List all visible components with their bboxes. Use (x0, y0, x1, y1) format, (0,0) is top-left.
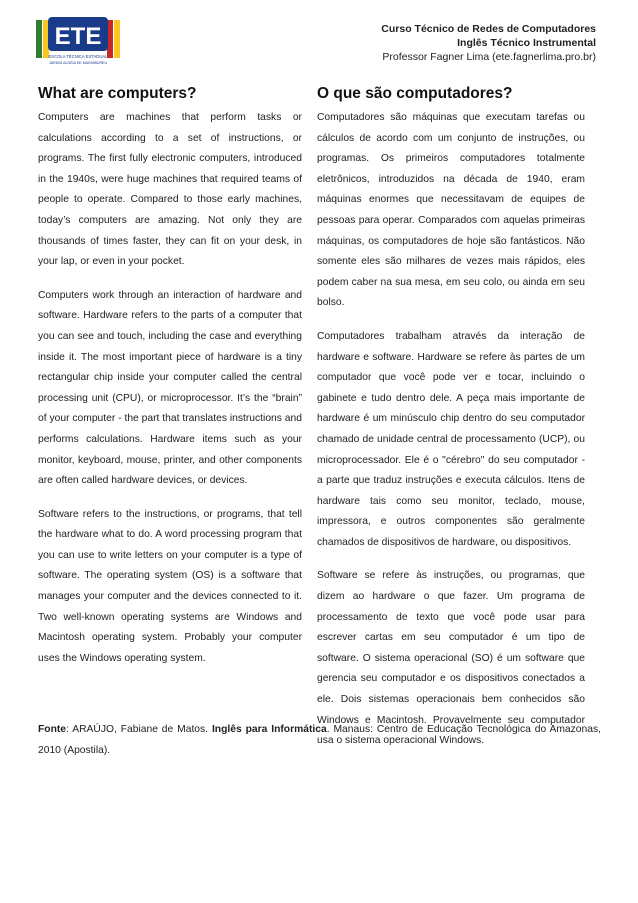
course-subtitle: Inglês Técnico Instrumental (457, 37, 596, 49)
logo-main-text: ETE (54, 23, 102, 50)
portuguese-column (317, 84, 585, 765)
english-paragraph-2: Computers work through an interaction of hardware and software. Hardware refers to the parts of a computer that you can see and touch, including the case and everything inside it. The most important piece of hardware is a tiny rectangular chip inside your computer called the central processing unit (CPU), or microprocessor. It’s the “brain” of your computer - the part that translates instructions and performs calculations. Hardware items such as your monitor, keyboard, mouse, printer, and other components are often called hardware devices, or devices. (38, 289, 302, 487)
ete-logo (32, 14, 124, 66)
english-paragraph-3: Software refers to the instructions, or programs, that tell the hardware what to do. A word processing program that you can use to write letters on your computer is a type of software. The operating system (OS) is a software that manages your computer and the devices connected to it. Two well-known operating systems are Windows and Macintosh operating system. Probably your computer uses the Windows operating system. (38, 508, 302, 664)
course-header (381, 22, 596, 64)
teacher-line: Professor Fagner Lima (ete.fagnerlima.pro.br) (382, 51, 596, 63)
portuguese-paragraph-1: Computadores são máquinas que executam tarefas ou cálculos de acordo com um conjunto de instruções, ou programas. Os primeiros computadores totalmente eletrônicos, introduzidos na década de 1940, eram máquinas enormes que necessitavam de equipes de pessoas para operar. Comparados com aquelas primeiras máquinas, os computadores de hoje são fantásticos. Não somente eles são milhares de vezes mais rápidos, eles podem caber na sua mesa, em seu colo, ou ainda em seu bolso. (317, 112, 585, 309)
portuguese-title: O que são computadores? (317, 85, 513, 102)
source-book: Inglês para Informática (211, 724, 327, 735)
portuguese-paragraph-2: Computadores trabalham através da interação de hardware e software. Hardware se refere às partes de um computador que você pode ver e tocar, incluindo o gabinete e tudo dentro dele. A peça mais importante de hardware é um minúsculo chip dentro do seu computador chamado de unidade central de processamento (UCP), ou microprocessador. Ele é o "cérebro" do seu computador - a parte que traduz instruções e executa cálculos. Itens de hardware tais como seu monitor, teclado, mouse, impressora, e outros componentes são geralmente chamados de dispositivos de hardware, ou dispositivos. (317, 330, 585, 548)
source-author: : ARAÚJO, Fabiane de Matos. (66, 724, 212, 735)
course-title: Curso Técnico de Redes de Computadores (381, 23, 596, 35)
logo-line1: ESCOLA TÉCNICA ESTADUAL (48, 54, 108, 59)
source-rest: . Manaus: Centro de Educação Tecnológica do Amazonas, 2010 (Apostila). (38, 724, 601, 756)
logo-line2: JARDIM ALDEIA DE MAKIMBUREU (48, 61, 108, 65)
english-title: What are computers? (38, 85, 197, 102)
english-paragraph-1: Computers are machines that perform tasks or calculations according to a set of instructions, or programs. The first fully electronic computers, introduced in the 1940s, were huge machines that required teams of people to operate. Compared to those early machines, today’s computers are amazing. Not only they are thousands of times faster, they can fit on your desk, in your lap, or even in your pocket. (38, 112, 302, 268)
portuguese-paragraph-3: Software se refere às instruções, ou programas, que dizem ao hardware o que fazer. Um programa de processamento de texto que você pode usar para escrever cartas em seu computador é um tipo de software. O sistema operacional (SO) é um software que gerencia seu computador e os dispositivos conectados a ele. Dois sistemas operacionais bem conhecidos são Windows e Macintosh. Provavelmente seu computador usa o sistema operacional Windows. (317, 570, 585, 747)
source-citation (38, 720, 601, 761)
english-column (38, 84, 302, 682)
source-label: Fonte (38, 724, 67, 735)
